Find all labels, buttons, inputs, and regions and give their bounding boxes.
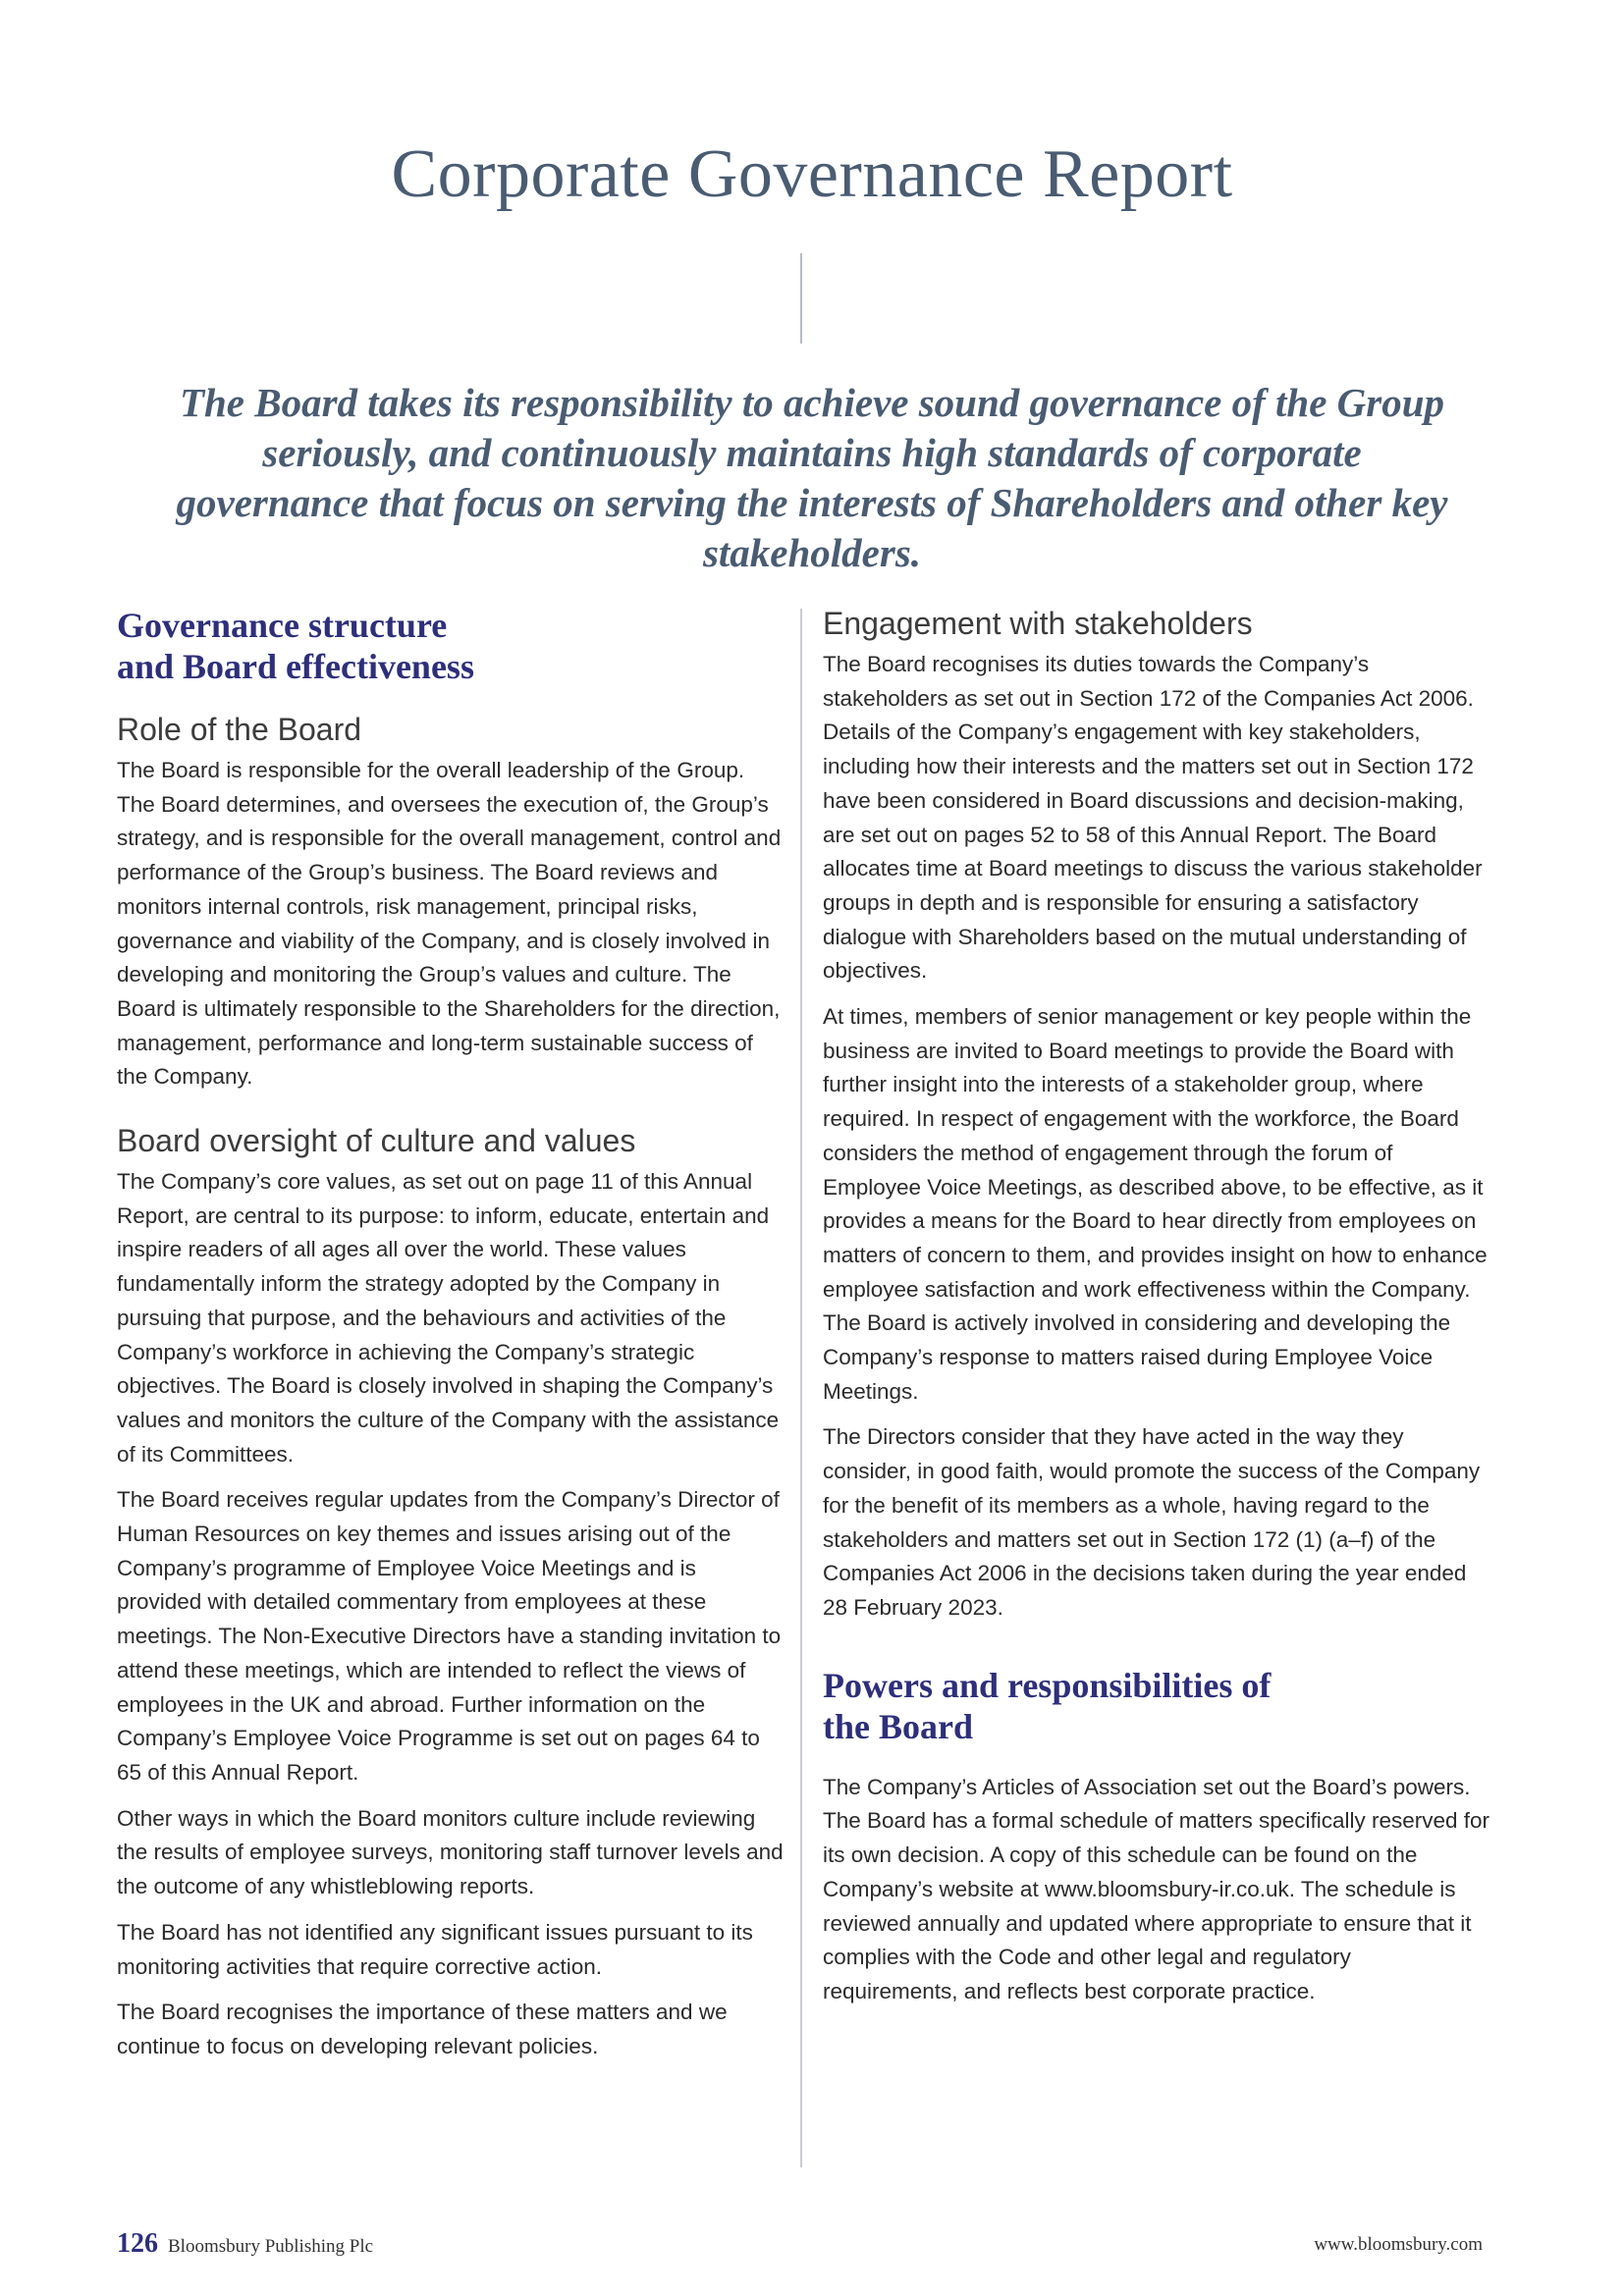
powers-paragraph: The Company’s Articles of Association set out the Board’s powers. The Board has a formal schedule of matters specifically reserved for its own decision. A copy of this schedule can be found on the Company’s website at www.bloomsbury-ir.co.uk. The schedule is reviewed annually and updated where appropriate to ensure that it complies with the Code and other legal and regulatory requirements, and reflects best corporate practice. [823, 1774, 1490, 2003]
engagement-paragraph: The Board recognises its duties towards the Company’s stakeholders as set out in Section 172 of the Companies Act 2006. Details of the Company’s engagement with key stakeholders, including how their interests and the matters set out in Section 172 have been considered in Board discussions and decision-making, are set out on pages 52 to 58 of this Annual Report. The Board allocates time at Board meetings to discuss the various stakeholder groups in depth and is responsible for ensuring a satisfactory dialogue with Shareholders based on the mutual understanding of objectives. [823, 652, 1483, 984]
section-heading-line: and Board effectiveness [117, 647, 474, 686]
culture-paragraph: The Board recognises the importance of these matters and we continue to focus on developing relevant policies. [117, 2000, 728, 2058]
culture-paragraph: The Company’s core values, as set out on page 11 of this Annual Report, are central to its purpose: to inform, educate, entertain and inspire readers of all ages all over the world. These values fundamentally inform the strategy adopted by the Company in pursuing that purpose, and the behaviours and activities of the Company’s workforce in achieving the Company’s strategic objectives. The Board is closely involved in shaping the Company’s values and monitors the culture of the Company with the assistance of its Committees. [117, 1169, 780, 1467]
footer-left [117, 2228, 373, 2260]
page-title: Corporate Governance Report [391, 136, 1233, 212]
section-heading-governance [117, 605, 785, 687]
culture-heading: Board oversight of culture and values [117, 1123, 636, 1159]
company-name: Bloomsbury Publishing Plc [168, 2236, 374, 2257]
culture-paragraph: Other ways in which the Board monitors culture include reviewing the results of employee surveys, monitoring staff turnover levels and the outcome of any whistleblowing reports. [117, 1805, 784, 1899]
role-heading: Role of the Board [117, 712, 362, 747]
footer-website: www.bloomsbury.com [1314, 2234, 1483, 2255]
section-heading-powers [823, 1665, 1490, 1747]
section-heading-line: Powers and responsibilities of [823, 1665, 1272, 1705]
section-heading-line: the Board [823, 1706, 973, 1746]
left-column [117, 605, 785, 2076]
culture-paragraph: The Board receives regular updates from the Company’s Director of Human Resources on key themes and issues arising out of the Company’s programme of Employee Voice Meetings and is provided with detailed commentary from employees at these meetings. The Non-Executive Directors have a standing invitation to attend these meetings, which are intended to reflect the views of employees in the UK and abroad. Further information on the Company’s Employee Voice Programme is set out on pages 64 to 65 of this Annual Report. [117, 1487, 782, 1785]
engagement-heading: Engagement with stakeholders [823, 606, 1253, 641]
section-heading-line: Governance structure [117, 606, 448, 645]
right-column [823, 605, 1490, 2021]
title-divider [800, 253, 802, 344]
intro-statement: The Board takes its responsibility to achieve sound governance of the Group seriously, and continuously maintains high standards of corporate governance that focus on serving the interests of Shareholders and other key stakeholders. [176, 380, 1448, 575]
column-divider [800, 609, 802, 2167]
role-paragraph: The Board is responsible for the overall leadership of the Group. The Board determines, and oversees the execution of, the Group’s strategy, and is responsible for the overall management, control and performance of the Group’s business. The Board reviews and monitors internal controls, risk management, principal risks, governance and viability of the Company, and is closely involved in developing and monitoring the Group’s values and culture. The Board is ultimately responsible to the Shareholders for the direction, management, performance and long-term sustainable success of the Company. [117, 758, 782, 1090]
page-number: 126 [117, 2228, 158, 2259]
culture-paragraph: The Board has not identified any significant issues pursuant to its monitoring activities that require corrective action. [117, 1919, 753, 1979]
engagement-paragraph: The Directors consider that they have acted in the way they consider, in good faith, would promote the success of the Company for the benefit of its members as a whole, having regard to the stakeholders and matters set out in Section 172 (1) (a–f) of the Companies Act 2006 in the decisions taken during the year ended 28 February 2023. [823, 1424, 1481, 1620]
engagement-paragraph: At times, members of senior management or key people within the business are invited to Board meetings to provide the Board with further insight into the interests of a stakeholder group, where required. In respect of engagement with the workforce, the Board considers the method of engagement through the forum of Employee Voice Meetings, as described above, to be effective, as it provides a means for the Board to hear directly from employees on matters of concern to them, and provides insight on how to enhance employee satisfaction and work effectiveness within the Company. The Board is actively involved in considering and developing the Company’s response to matters raised during Employee Voice Meetings. [823, 1004, 1488, 1404]
